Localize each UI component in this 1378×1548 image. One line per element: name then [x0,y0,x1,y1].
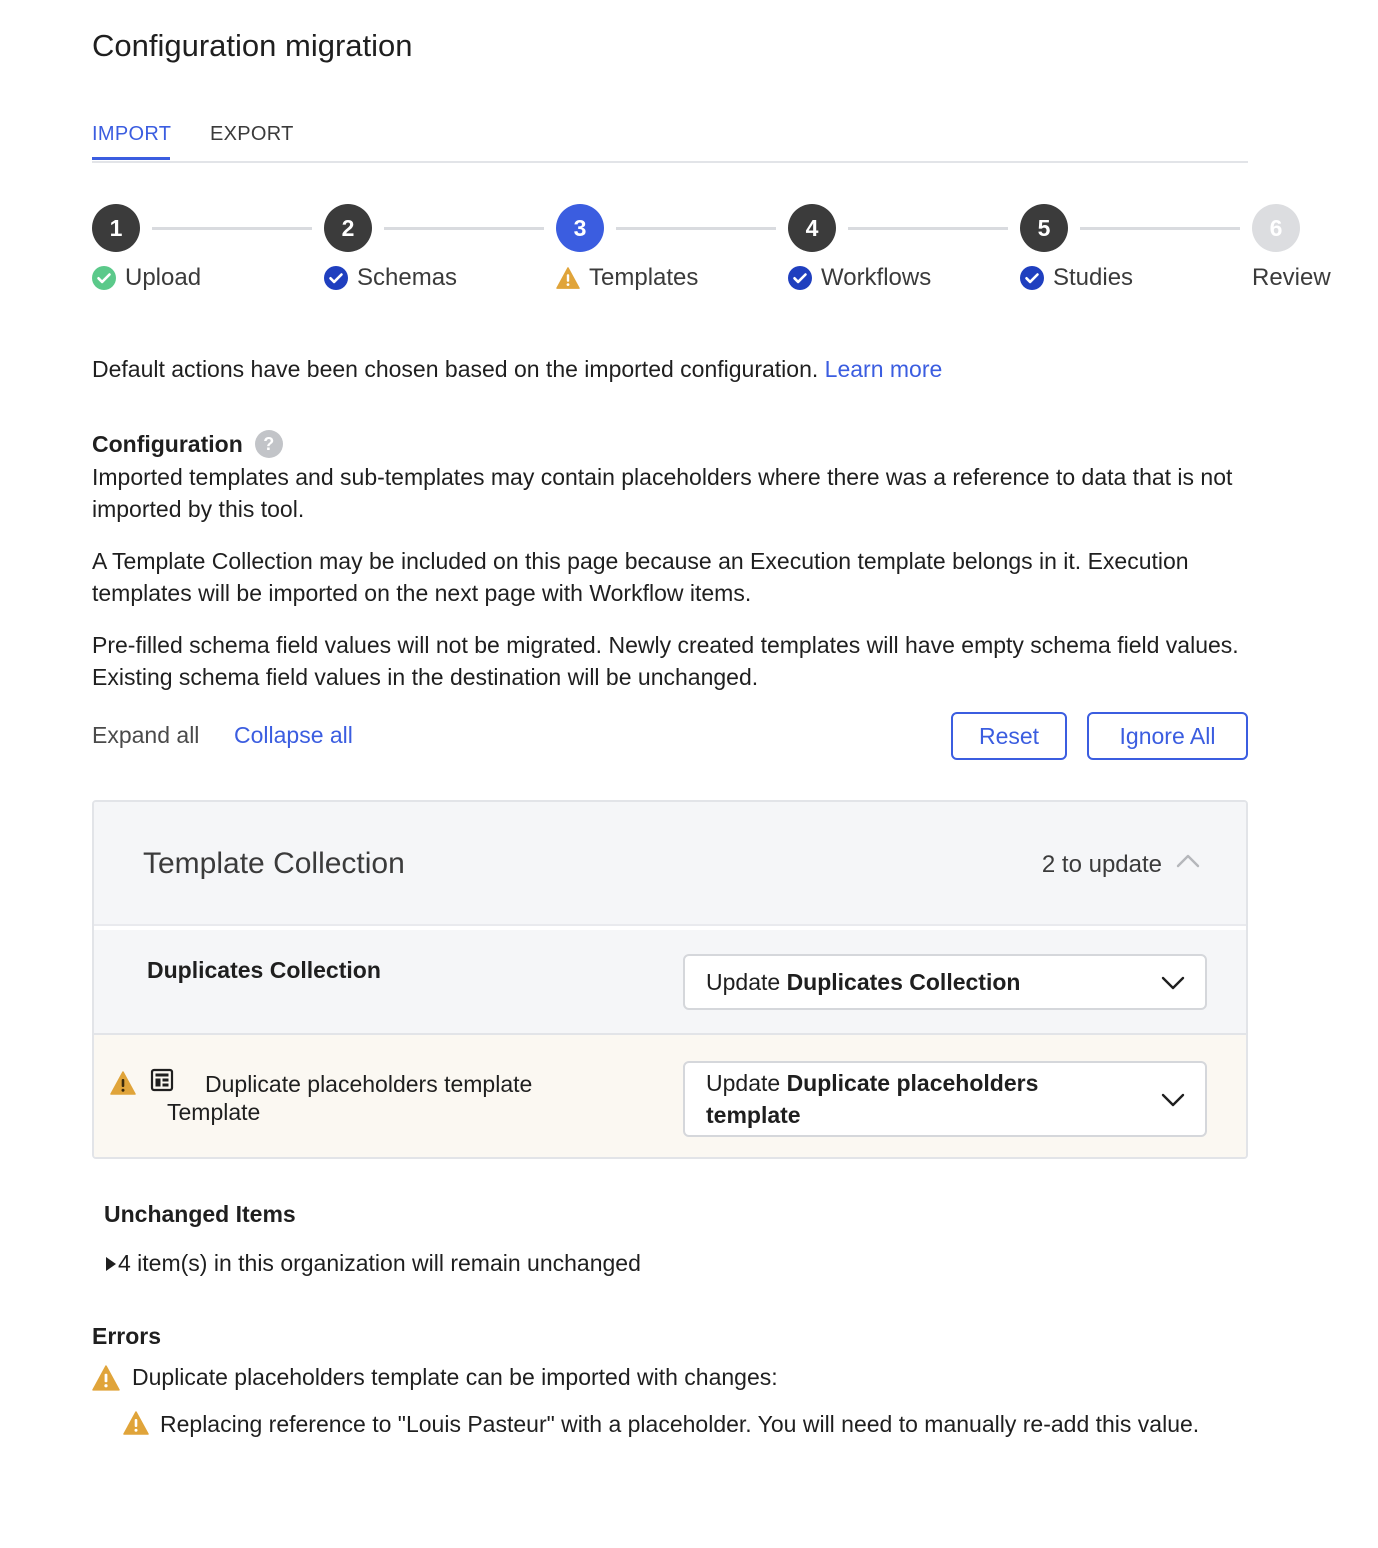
chevron-down-icon [1161,1092,1185,1108]
intro-text [92,356,942,383]
configuration-title: Configuration [92,430,243,457]
configuration-heading [92,430,283,458]
template-row-label: Duplicate placeholders template [205,1071,533,1097]
step-label-text: Upload [125,264,202,291]
unchanged-items-heading: Unchanged Items [104,1201,296,1227]
check-circle-icon [92,266,116,290]
step-5-label[interactable] [1020,264,1133,292]
step-label-text: Schemas [357,264,458,291]
page-title: Configuration migration [92,28,413,63]
warning-triangle-icon [110,1071,136,1095]
tab-export[interactable]: EXPORT [210,123,294,145]
error-text: Duplicate placeholders template can be imported with changes: [132,1364,778,1390]
step-2-label[interactable] [324,264,457,292]
step-connector [616,227,776,230]
step-1-label[interactable] [92,264,201,292]
collection-row-label: Duplicates Collection [147,957,381,983]
step-connector [848,227,1008,230]
template-row-type: Template [167,1099,261,1125]
template-action-select[interactable] [683,1061,1207,1137]
select-value: Update Duplicates Collection [706,969,1021,995]
tab-import[interactable]: IMPORT [92,123,170,160]
tab-bar [92,120,1248,163]
step-connector [1080,227,1240,230]
config-paragraph: Pre-filled schema field values will not be migrated. Newly created templates will have empty schema field values. Existing schema field values in the destination will be unchanged. [92,632,1239,690]
error-item [92,1364,778,1391]
step-label-text: Workflows [821,264,932,291]
intro-message: Default actions have been chosen based on the imported configuration. [92,356,819,382]
step-6-circle: 6 [1252,204,1300,252]
config-paragraph: A Template Collection may be included on this page because an Execution template belongs in it. Execution templates will be imported on the next page with Workflow items. [92,548,1189,606]
step-connector [152,227,312,230]
template-collection-panel [92,800,1248,1159]
collection-action-select[interactable] [683,954,1207,1010]
step-6-label [1252,264,1331,292]
step-4-circle[interactable]: 4 [788,204,836,252]
stepper [92,204,1352,304]
step-4-label[interactable] [788,264,931,292]
template-collection-header[interactable] [94,802,1246,926]
step-3-label[interactable] [556,264,698,292]
select-value: Update Duplicate placeholders template [706,1070,1039,1128]
template-collection-title: Template Collection [143,847,405,880]
template-icon [150,1068,174,1092]
collection-row [94,930,1246,1035]
expand-all-button[interactable]: Expand all [92,722,200,748]
warning-triangle-icon [556,266,580,290]
ignore-all-button[interactable]: Ignore All [1087,712,1248,760]
step-2-circle[interactable]: 2 [324,204,372,252]
learn-more-link[interactable]: Learn more [824,356,943,382]
check-circle-icon [324,266,348,290]
config-paragraph: Imported templates and sub-templates may contain placeholders where there was a reference to data that is not imported by this tool. [92,464,1233,522]
chevron-up-icon[interactable] [1176,853,1200,869]
warning-triangle-icon [123,1411,149,1435]
caret-right-icon [106,1257,116,1271]
check-circle-icon [1020,266,1044,290]
reset-button[interactable]: Reset [951,712,1067,760]
unchanged-items-toggle[interactable] [106,1250,641,1277]
help-circle-icon[interactable]: ? [255,430,283,458]
step-5-circle[interactable]: 5 [1020,204,1068,252]
update-count: 2 to update [1041,851,1162,878]
check-circle-icon [788,266,812,290]
unchanged-summary: 4 item(s) in this organization will remain unchanged [118,1250,641,1276]
chevron-down-icon [1161,975,1185,991]
step-1-circle[interactable]: 1 [92,204,140,252]
step-label-text: Templates [589,264,699,291]
step-connector [384,227,544,230]
step-3-circle[interactable]: 3 [556,204,604,252]
template-row [94,1035,1246,1159]
step-label-text: Review [1252,264,1331,291]
step-label-text: Studies [1053,264,1134,291]
error-detail-text: Replacing reference to "Louis Pasteur" with a placeholder. You will need to manually re-add this value. [160,1411,1200,1437]
errors-heading: Errors [92,1323,162,1349]
warning-triangle-icon [92,1365,120,1391]
collapse-all-button[interactable]: Collapse all [234,722,353,748]
